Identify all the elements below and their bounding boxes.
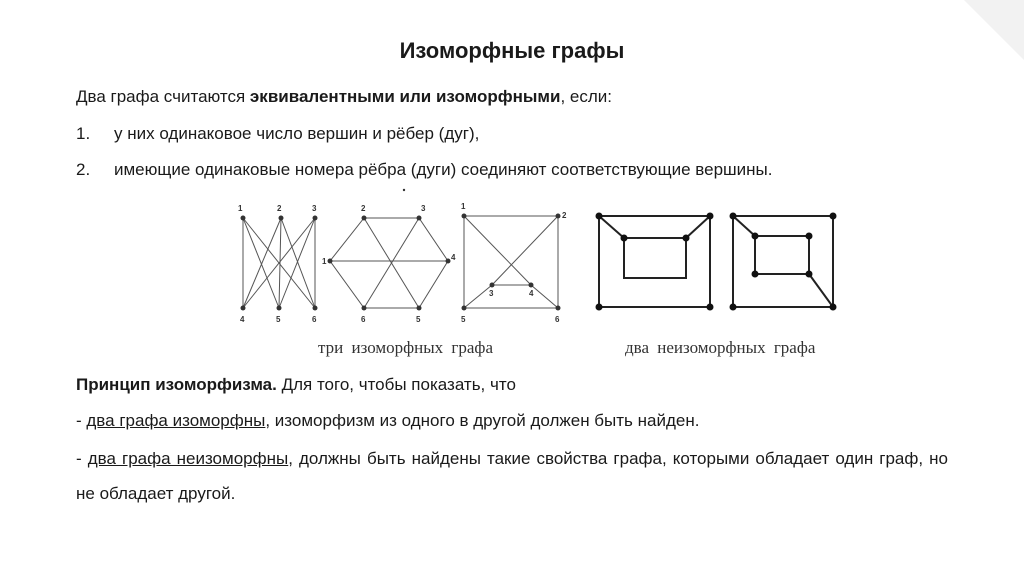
vertex-label: 3 <box>421 204 426 213</box>
point-isomorphic <box>76 410 699 432</box>
intro-prefix: Два графа считаются <box>76 87 250 106</box>
vertex-label: 6 <box>312 315 317 324</box>
graph-4 <box>599 216 710 307</box>
vertex-label: 1 <box>461 202 466 211</box>
vertex-label: 2 <box>361 204 366 213</box>
graph-2 <box>330 218 448 308</box>
caption-non-isomorphic: два неизоморфных графа <box>625 338 816 357</box>
graph-5 <box>733 216 833 307</box>
graph-3 <box>464 216 558 308</box>
list-item-number: 2. <box>76 160 91 179</box>
intro-suffix: , если: <box>560 87 612 106</box>
vertex-label: 2 <box>277 204 282 213</box>
vertex-label: 5 <box>461 315 466 324</box>
list-item-text: у них одинаковое число вершин и рёбер (дуг), <box>114 124 480 143</box>
intro-bold: эквивалентными или изоморфными <box>249 87 561 106</box>
point-text: , должны быть найдены такие свойства графа, которыми обладает один граф, но не обладает другой. <box>76 449 948 503</box>
principle-line <box>76 374 516 396</box>
vertex-label: 6 <box>555 315 560 324</box>
vertex-label: 4 <box>451 253 456 262</box>
vertex-label: 5 <box>276 315 281 324</box>
underlined-term: два графа изоморфны <box>86 411 266 430</box>
list-item-number: 1. <box>76 124 91 143</box>
point-text: , изоморфизм из одного в другой должен быть найден. <box>265 411 700 430</box>
vertex-label: 4 <box>529 289 534 298</box>
principle-heading: Принцип изоморфизма. <box>76 375 277 394</box>
dash: - <box>76 411 87 430</box>
vertex-label: 3 <box>312 204 317 213</box>
slide-title: Изоморфные графы <box>399 38 625 63</box>
vertex-label: 2 <box>562 211 567 220</box>
vertex-label: 4 <box>240 315 245 324</box>
vertex-label: 1 <box>238 204 243 213</box>
vertex-label: 5 <box>416 315 421 324</box>
vertex-label: 3 <box>489 289 494 298</box>
point-non-isomorphic <box>76 441 948 511</box>
list-item-text: имеющие одинаковые номера рёбра (дуги) соединяют соответствующие вершины. <box>114 160 773 179</box>
vertex-label: 6 <box>361 315 366 324</box>
graph-1 <box>243 218 315 308</box>
vertex-label: 1 <box>322 257 327 266</box>
underlined-term: два графа неизоморфны <box>87 449 289 468</box>
dash: - <box>76 449 88 468</box>
principle-text: Для того, чтобы показать, что <box>276 375 516 394</box>
caption-isomorphic: три изоморфных графа <box>318 338 493 357</box>
